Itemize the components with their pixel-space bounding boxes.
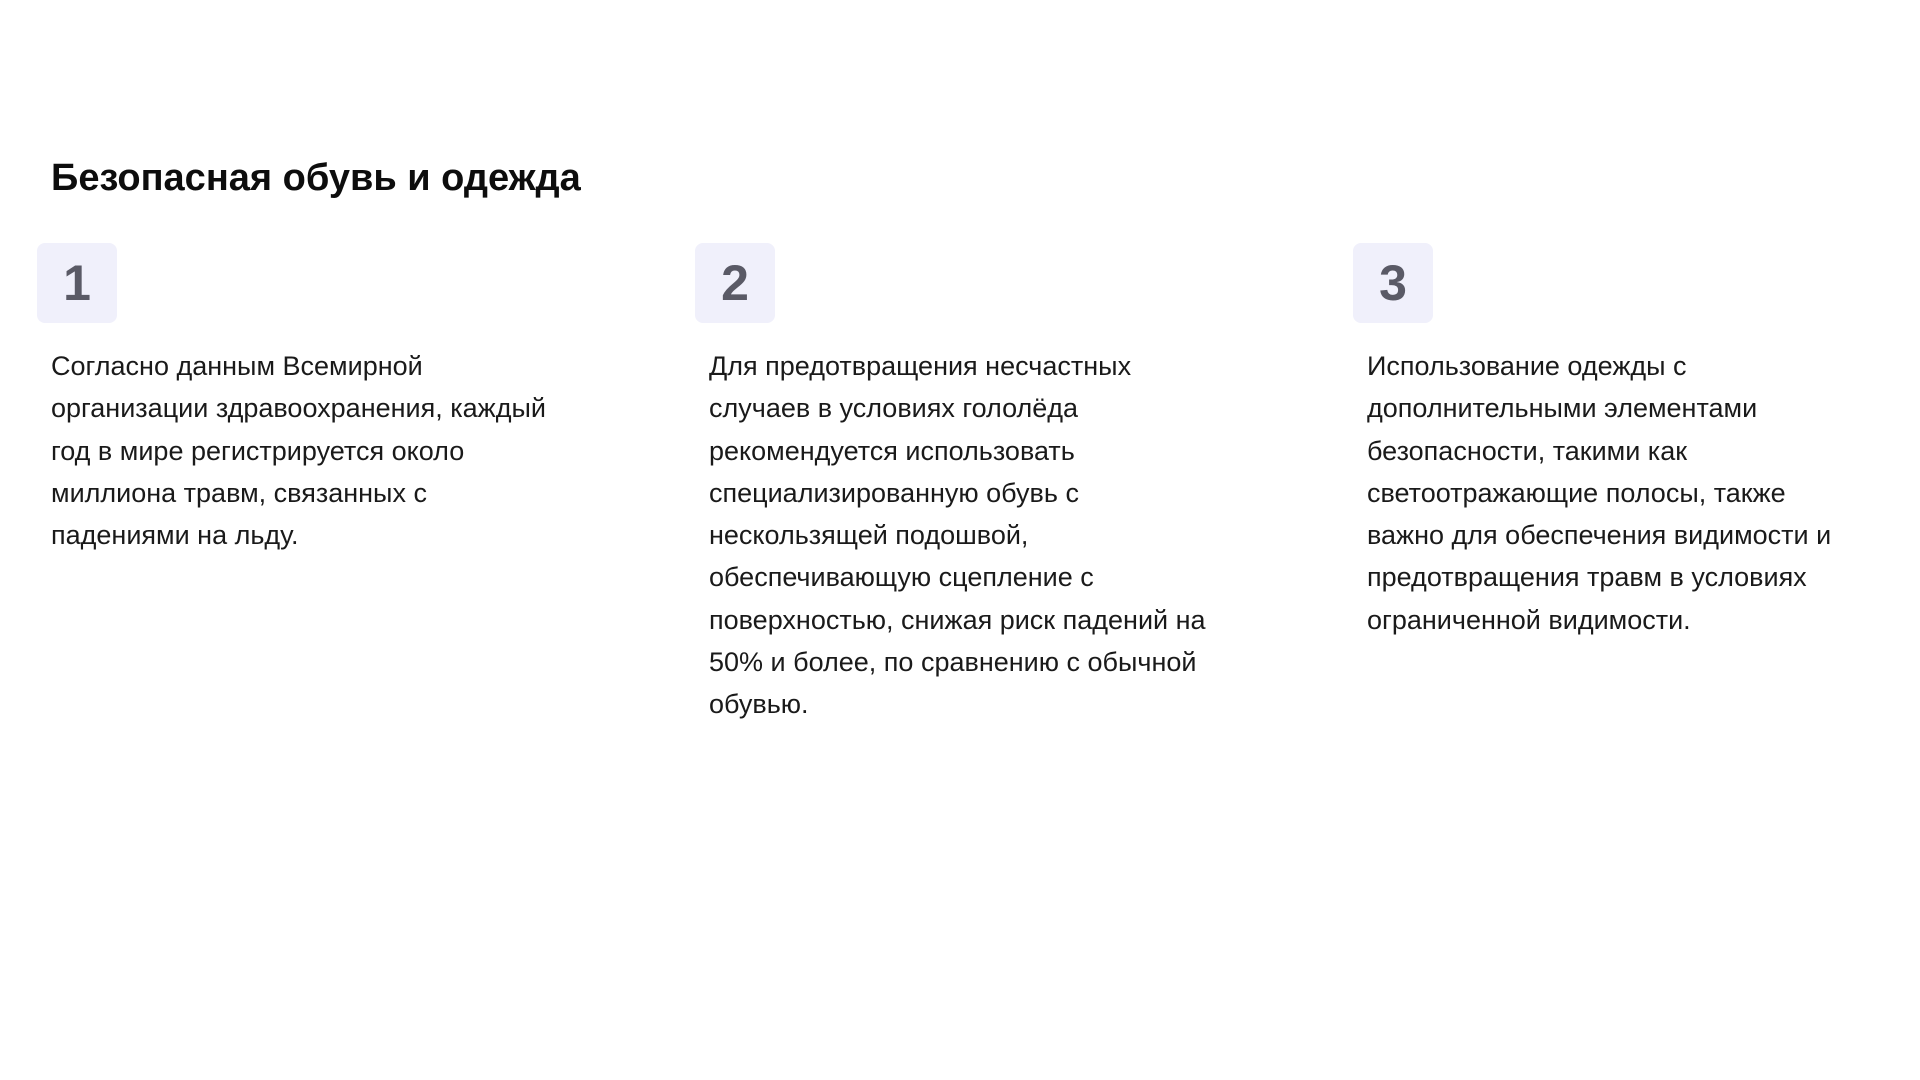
info-card-3 bbox=[1353, 243, 1873, 641]
card-text-3: Использование одежды с дополнительными элементами безопасности, такими как светоотражающие полосы, также важно для обеспечения видимости и предотвращения травм в условиях ограниченной видимости. bbox=[1367, 351, 1832, 635]
card-text-1: Согласно данным Всемирной организации здравоохранения, каждый год в мире регистрируется около миллиона травм, связанных с падениями на льду. bbox=[51, 351, 546, 551]
slide-title: Безопасная обувь и одежда bbox=[51, 157, 581, 199]
number-badge-2: 2 bbox=[695, 243, 775, 323]
info-card-1 bbox=[37, 243, 557, 556]
number-badge-1: 1 bbox=[37, 243, 117, 323]
card-text-2: Для предотвращения несчастных случаев в условиях гололёда рекомендуется использовать специализированную обувь с нескользящей подошвой, обеспечивающую сцепление с поверхностью, снижая риск падений на 50% и более, по сравнению с обычной обувью. bbox=[709, 351, 1206, 720]
info-card-2 bbox=[695, 243, 1215, 726]
number-badge-3: 3 bbox=[1353, 243, 1433, 323]
